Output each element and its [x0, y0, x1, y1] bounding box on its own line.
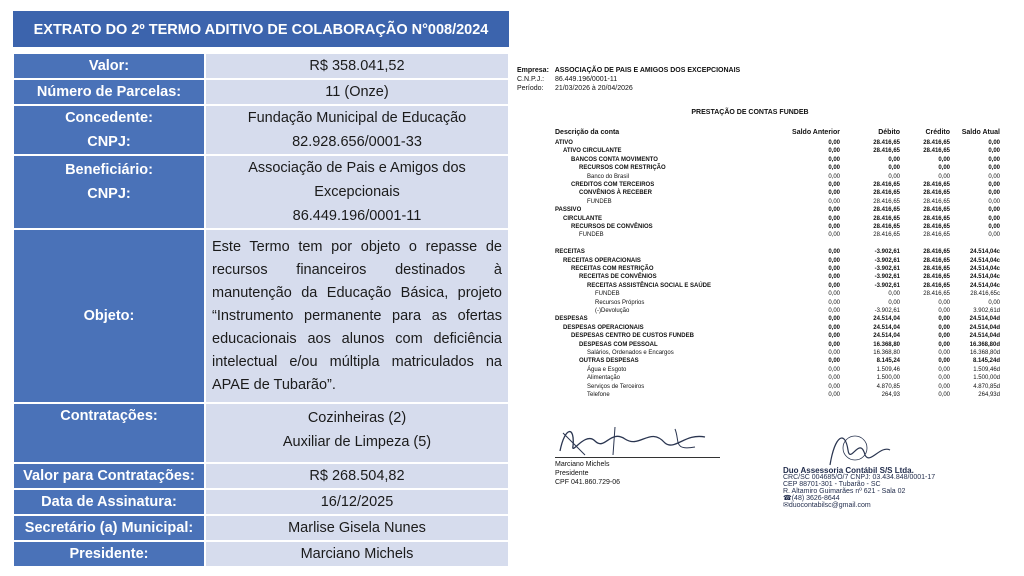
report-row-value: 0,00 [828, 341, 840, 348]
report-row-label: Salários, Ordenados e Encargos [587, 350, 674, 356]
signature-accountant [810, 430, 900, 470]
report-row-value: 28.416,65 [873, 207, 900, 214]
row-data [13, 489, 509, 515]
report-row-value: 0,00 [828, 249, 840, 256]
row-secretario [13, 515, 509, 541]
report-row-value: 0,00 [938, 156, 950, 163]
report-row-value: 8.145,24 [876, 358, 900, 365]
report-row-value: 0,00 [828, 232, 840, 239]
report-row-label: (-)Devolução [595, 308, 630, 314]
report-row-value: 28.416,65 [873, 182, 900, 188]
report-row-value: 0,00 [938, 308, 950, 314]
report-row-value: 28.416,65 [873, 198, 900, 205]
report-row-value: 28.416,65 [923, 291, 950, 298]
report-row [515, 156, 1015, 164]
report-row-value: 1.500,00 [876, 375, 900, 382]
col-saldo-atual: Saldo Atual [961, 129, 1000, 136]
report-row-label: CREDITOS COM TERCEIROS [571, 182, 655, 188]
report-row-label: CONVÊNIOS À RECEBER [579, 190, 653, 197]
report-row-value: 0,00 [988, 148, 1000, 155]
stamp-cep: CEP 88701-301 - Tubarão - SC [783, 481, 881, 488]
report-row-value: 0,00 [938, 316, 950, 323]
report-row [515, 240, 1015, 248]
report-row-value: 24.514,04c [969, 282, 1000, 289]
report-row-label: FUNDEB [587, 198, 612, 205]
report-row-value: 0,00 [988, 173, 1000, 180]
report-row [515, 198, 1015, 206]
report-row-value: -3.902,61 [874, 282, 900, 289]
report-row-value: 0,00 [938, 350, 950, 356]
presidente-value: Marciano Michels [205, 541, 509, 567]
report-row-value: 0,00 [828, 274, 840, 281]
report-row-value: 16.368,80 [873, 341, 900, 348]
signature-marciano [555, 421, 725, 461]
report-row-value: -3.902,61 [874, 257, 900, 264]
parcelas-label: Número de Parcelas: [13, 79, 205, 105]
report-row-value: 28.416,65 [923, 207, 950, 214]
report-row-value: 0,00 [888, 156, 900, 163]
report-row-value: 0,00 [828, 140, 840, 146]
periodo-label: Período: [517, 85, 544, 92]
report-row-value: 0,00 [938, 358, 950, 365]
report-row-value: 0,00 [828, 148, 840, 155]
report-row-value: 16.368,80d [969, 341, 1000, 348]
report-row-value: 0,00 [938, 375, 950, 382]
report-row-label: PASSIVO [555, 207, 582, 214]
beneficiario-line2: Excepcionais [314, 184, 400, 200]
report-row-value: 0,00 [938, 165, 950, 172]
report-row [515, 257, 1015, 265]
report-row [515, 324, 1015, 332]
report-row-value: 28.416,65 [923, 282, 950, 289]
row-presidente [13, 541, 509, 567]
concedente-cnpj: 82.928.656/0001-33 [292, 134, 422, 150]
report-row-value: 0,00 [828, 156, 840, 163]
report-row-value: 28.416,65 [873, 215, 900, 222]
report-row-value: 0,00 [888, 165, 900, 172]
report-row-value: 24.514,04c [969, 257, 1000, 264]
concedente-cnpj-label: CNPJ: [87, 134, 131, 150]
extract-panel [12, 10, 510, 568]
empresa-label: Empresa: [517, 67, 549, 74]
report-row [515, 215, 1015, 223]
report-row-value: 0,00 [888, 173, 900, 180]
contratacao-2: Auxiliar de Limpeza (5) [282, 434, 432, 450]
report-row-label: Serviços de Terceiros [587, 383, 645, 390]
report-row-value: 28.416,65 [873, 232, 900, 239]
report-row-value: 0,00 [938, 383, 950, 390]
secretario-value: Marlise Gisela Nunes [205, 515, 509, 541]
report-row-value: -3.902,61 [874, 274, 900, 281]
report-row [515, 341, 1015, 349]
report-row [515, 282, 1015, 290]
report-row-value: 264,93 [881, 392, 900, 398]
report-row-value: 28.416,65 [923, 215, 950, 222]
report-row-value: 0,00 [938, 299, 950, 306]
report-row-value: 0,00 [828, 266, 840, 272]
report-row-label: ATIVO CIRCULANTE [563, 148, 622, 155]
data-label: Data de Assinatura: [13, 489, 205, 515]
report-row-value: 0,00 [828, 291, 840, 298]
beneficiario-label: Beneficiário: [65, 162, 153, 178]
report-row-value: 1.500,00d [973, 375, 1000, 382]
report-row-value: 0,00 [988, 224, 1000, 230]
report-row-label: Alimentação [587, 375, 621, 382]
report-row-label: FUNDEB [579, 232, 604, 239]
extract-title: EXTRATO DO 2º TERMO ADITIVO DE COLABORAÇÃO N°008/2024 [12, 10, 510, 48]
report-row-label: DESPESAS CENTRO DE CUSTOS FUNDEB [571, 333, 694, 340]
report-row-value: 0,00 [988, 198, 1000, 205]
report-row-value: 264,93d [978, 392, 1000, 398]
report-row [515, 315, 1015, 323]
signature-line [555, 457, 720, 458]
report-row-value: 8.145,24d [972, 358, 1000, 365]
report-row-value: 28.416,65 [873, 224, 900, 230]
report-row-value: 0,00 [988, 299, 1000, 306]
report-row [515, 181, 1015, 189]
report-row-value: 28.416,65 [873, 190, 900, 197]
report-row-value: 3.902,61d [973, 308, 1000, 314]
report-row-value: 24.514,04c [969, 249, 1000, 256]
contratacoes-label: Contratações: [13, 403, 205, 463]
col-saldo-anterior: Saldo Anterior [792, 129, 840, 136]
concedente-value-cell [205, 105, 509, 155]
row-contratacoes [13, 403, 509, 463]
report-row-label: RECEITAS ASSISTÊNCIA SOCIAL E SAÚDE [587, 282, 712, 289]
report-row-value: 4.870,85 [876, 383, 900, 390]
report-row-value: -3.902,61 [874, 266, 900, 272]
concedente-value: Fundação Municipal de Educação [247, 110, 467, 126]
report-row-label: RECURSOS COM RESTRIÇÃO [579, 165, 666, 172]
report-cnpj-line [517, 76, 617, 83]
report-cnpj-value: 86.449.196/0001-11 [554, 76, 618, 83]
report-row-value: 28.416,65 [923, 148, 950, 155]
report-row-value: 28.416,65c [970, 291, 1000, 298]
report-row [515, 299, 1015, 307]
stamp-phone: ☎(48) 3626-8644 [783, 495, 840, 502]
valor-contratacoes-value: R$ 268.504,82 [205, 463, 509, 489]
report-row-value: 0,00 [828, 299, 840, 306]
report-row-value: 0,00 [828, 282, 840, 289]
objeto-value: Este Termo tem por objeto o repasse de recursos financeiros destinados à manutenção da Educação Básica, projeto “Instrumento permanente para as ofertas educacionais aos alunos com deficiência intelectual e/ou múltipla matriculados na APAE de Tubarão”. [205, 229, 509, 403]
report-row [515, 391, 1015, 399]
report-row-label: DESPESAS [555, 316, 588, 323]
report-row-value: 24.514,04d [969, 333, 1000, 340]
report-row [515, 374, 1015, 382]
stamp-registration: CRC/SC 004685/O/7 CNPJ: 03.434.848/0001-17 [783, 474, 936, 481]
report-row-value: 0,00 [938, 366, 950, 373]
report-row-value: 0,00 [888, 291, 900, 298]
accounting-report [515, 45, 1015, 565]
report-row-value: 28.416,65 [923, 266, 950, 272]
report-row [515, 164, 1015, 172]
report-row-value: 0,00 [828, 392, 840, 398]
row-beneficiario [13, 155, 509, 229]
report-row-value: 0,00 [828, 316, 840, 323]
report-row [515, 383, 1015, 391]
report-row-value: 28.416,65 [873, 148, 900, 155]
report-row-label: ATIVO [555, 140, 573, 146]
report-row-value: 0,00 [828, 350, 840, 356]
concedente-label-cell [13, 105, 205, 155]
report-row-value: 0,00 [988, 207, 1000, 214]
report-row [515, 366, 1015, 374]
report-row-label: Água e Esgoto [587, 366, 627, 373]
report-row-value: 24.514,04d [969, 316, 1000, 323]
col-debito: Débito [878, 129, 900, 136]
report-row [515, 231, 1015, 239]
report-row-label: RECEITAS COM RESTRIÇÃO [571, 266, 654, 272]
valor-label: Valor: [13, 53, 205, 79]
valor-contratacoes-label: Valor para Contratações: [13, 463, 205, 489]
report-row [515, 173, 1015, 181]
row-concedente [13, 105, 509, 155]
report-row-value: 0,00 [988, 215, 1000, 222]
contratacao-1: Cozinheiras (2) [307, 410, 407, 426]
report-empresa-line [517, 67, 740, 74]
report-row-label: RECEITAS DE CONVÊNIOS [579, 274, 657, 281]
beneficiario-value-cell [205, 155, 509, 229]
report-row [515, 248, 1015, 256]
report-row-value: 24.514,04c [969, 274, 1000, 281]
report-title: PRESTAÇÃO DE CONTAS FUNDEB [691, 109, 809, 116]
report-row-label: OUTRAS DESPESAS [579, 358, 639, 365]
report-row-value: 0,00 [988, 190, 1000, 197]
report-row-value: 0,00 [828, 257, 840, 264]
secretario-label: Secretário (a) Municipal: [13, 515, 205, 541]
report-row-label: FUNDEB [595, 291, 620, 298]
valor-value: R$ 358.041,52 [205, 53, 509, 79]
stamp-email: ✉duocontabilsc@gmail.com [783, 502, 871, 509]
report-row-value: 0,00 [938, 392, 950, 398]
report-row-value: 0,00 [828, 173, 840, 180]
beneficiario-cnpj: 86.449.196/0001-11 [292, 208, 422, 224]
report-row-value: 0,00 [828, 224, 840, 230]
stamp-address: R. Altamiro Guimarães nº 621 - Sala 02 [783, 488, 906, 495]
report-row [515, 290, 1015, 298]
report-row-value: 0,00 [828, 207, 840, 214]
report-row-value: 24.514,04 [873, 316, 900, 323]
report-row-value: 0,00 [828, 215, 840, 222]
data-value: 16/12/2025 [205, 489, 509, 515]
report-row-value: 0,00 [988, 182, 1000, 188]
report-row-value: 0,00 [988, 156, 1000, 163]
report-row [515, 206, 1015, 214]
report-periodo-line [517, 85, 633, 92]
contratacoes-value-cell [205, 403, 509, 463]
row-valor [13, 53, 509, 79]
report-row-value: 0,00 [828, 190, 840, 197]
report-row-value: 24.514,04c [969, 266, 1000, 272]
report-row-value: 0,00 [938, 324, 950, 331]
report-row-value: 0,00 [828, 165, 840, 172]
report-row-value: 28.416,65 [923, 249, 950, 256]
report-row-value: 28.416,65 [923, 140, 950, 146]
beneficiario-line1: Associação de Pais e Amigos dos [248, 160, 466, 176]
report-row-value: 4.870,85d [973, 383, 1000, 390]
report-row-value: 16.368,80 [873, 350, 900, 356]
report-row-value: 28.416,65 [923, 257, 950, 264]
report-row-value: 1.509,46d [973, 366, 1000, 373]
parcelas-value: 11 (Onze) [205, 79, 509, 105]
report-row-value: 0,00 [888, 299, 900, 306]
report-row [515, 189, 1015, 197]
report-row-value: 0,00 [828, 375, 840, 382]
report-row-value: 16.368,80d [969, 350, 1000, 356]
report-row-value: 0,00 [828, 182, 840, 188]
report-row-value: 24.514,04d [969, 324, 1000, 331]
report-row-value: -3.902,61 [874, 308, 900, 314]
stamp-name: Duo Assessoria Contábil S/S Ltda. [783, 466, 914, 475]
report-row-value: 0,00 [988, 165, 1000, 172]
report-row-value: 1.509,46 [876, 366, 900, 373]
report-row-value: 0,00 [828, 198, 840, 205]
report-row-value: 0,00 [988, 232, 1000, 239]
presidente-label: Presidente: [13, 541, 205, 567]
report-row-label: BANCOS CONTA MOVIMENTO [571, 156, 658, 163]
report-row-label: DESPESAS COM PESSOAL [579, 341, 658, 348]
report-row-value: 0,00 [828, 366, 840, 373]
row-valor-contratacoes [13, 463, 509, 489]
report-row-value: -3.902,61 [874, 249, 900, 256]
signer-role: Presidente [555, 470, 589, 477]
report-row-value: 0,00 [828, 324, 840, 331]
extract-table [12, 52, 510, 568]
signer-name: Marciano Michels [555, 461, 610, 468]
col-credito: Crédito [925, 129, 950, 136]
report-cnpj-label: C.N.P.J.: [517, 76, 545, 83]
report-row [515, 357, 1015, 365]
periodo-value: 21/03/2026 à 20/04/2026 [554, 85, 633, 92]
report-row-value: 28.416,65 [923, 274, 950, 281]
beneficiario-cnpj-label: CNPJ: [87, 186, 131, 202]
report-row [515, 223, 1015, 231]
report-row-value: 0,00 [988, 140, 1000, 146]
report-row-value: 28.416,65 [923, 190, 950, 197]
report-row-label: RECEITAS OPERACIONAIS [563, 257, 641, 264]
report-row [515, 349, 1015, 357]
report-row-value: 0,00 [828, 333, 840, 340]
report-row [515, 147, 1015, 155]
report-row [515, 332, 1015, 340]
report-row-label: Telefone [587, 392, 610, 398]
report-row-value: 0,00 [828, 308, 840, 314]
report-row-value: 0,00 [938, 341, 950, 348]
beneficiario-label-cell [13, 155, 205, 229]
report-row-value: 0,00 [938, 333, 950, 340]
signer-cpf: CPF 041.860.729-06 [555, 479, 620, 486]
report-row [515, 273, 1015, 281]
row-objeto [13, 229, 509, 403]
report-row-label: RECURSOS DE CONVÊNIOS [571, 224, 653, 230]
report-row-value: 0,00 [938, 173, 950, 180]
accountant-stamp [783, 467, 935, 509]
report-row-value: 28.416,65 [923, 198, 950, 205]
report-row-label: CIRCULANTE [563, 215, 602, 222]
report-row [515, 307, 1015, 315]
report-row-label: Banco do Brasil [587, 173, 630, 180]
concedente-label: Concedente: [65, 110, 153, 126]
report-row [515, 139, 1015, 147]
report-row-value: 28.416,65 [923, 182, 950, 188]
report-row-value: 0,00 [828, 358, 840, 365]
row-parcelas [13, 79, 509, 105]
report-row-value: 28.416,65 [923, 224, 950, 230]
report-row-label: RECEITAS [555, 249, 585, 256]
report-row-label: Recursos Próprios [595, 299, 645, 306]
report-row-label: DESPESAS OPERACIONAIS [563, 324, 644, 331]
col-descricao: Descrição da conta [555, 129, 620, 136]
report-row-value: 28.416,65 [873, 140, 900, 146]
report-row [515, 265, 1015, 273]
report-row-value: 0,00 [828, 383, 840, 390]
report-row-value: 24.514,04 [873, 333, 900, 340]
objeto-label: Objeto: [13, 229, 205, 403]
empresa-value: ASSOCIAÇÃO DE PAIS E AMIGOS DOS EXCEPCIONAIS [554, 67, 741, 74]
report-row-value: 24.514,04 [873, 324, 900, 331]
report-row-value: 28.416,65 [923, 232, 950, 239]
